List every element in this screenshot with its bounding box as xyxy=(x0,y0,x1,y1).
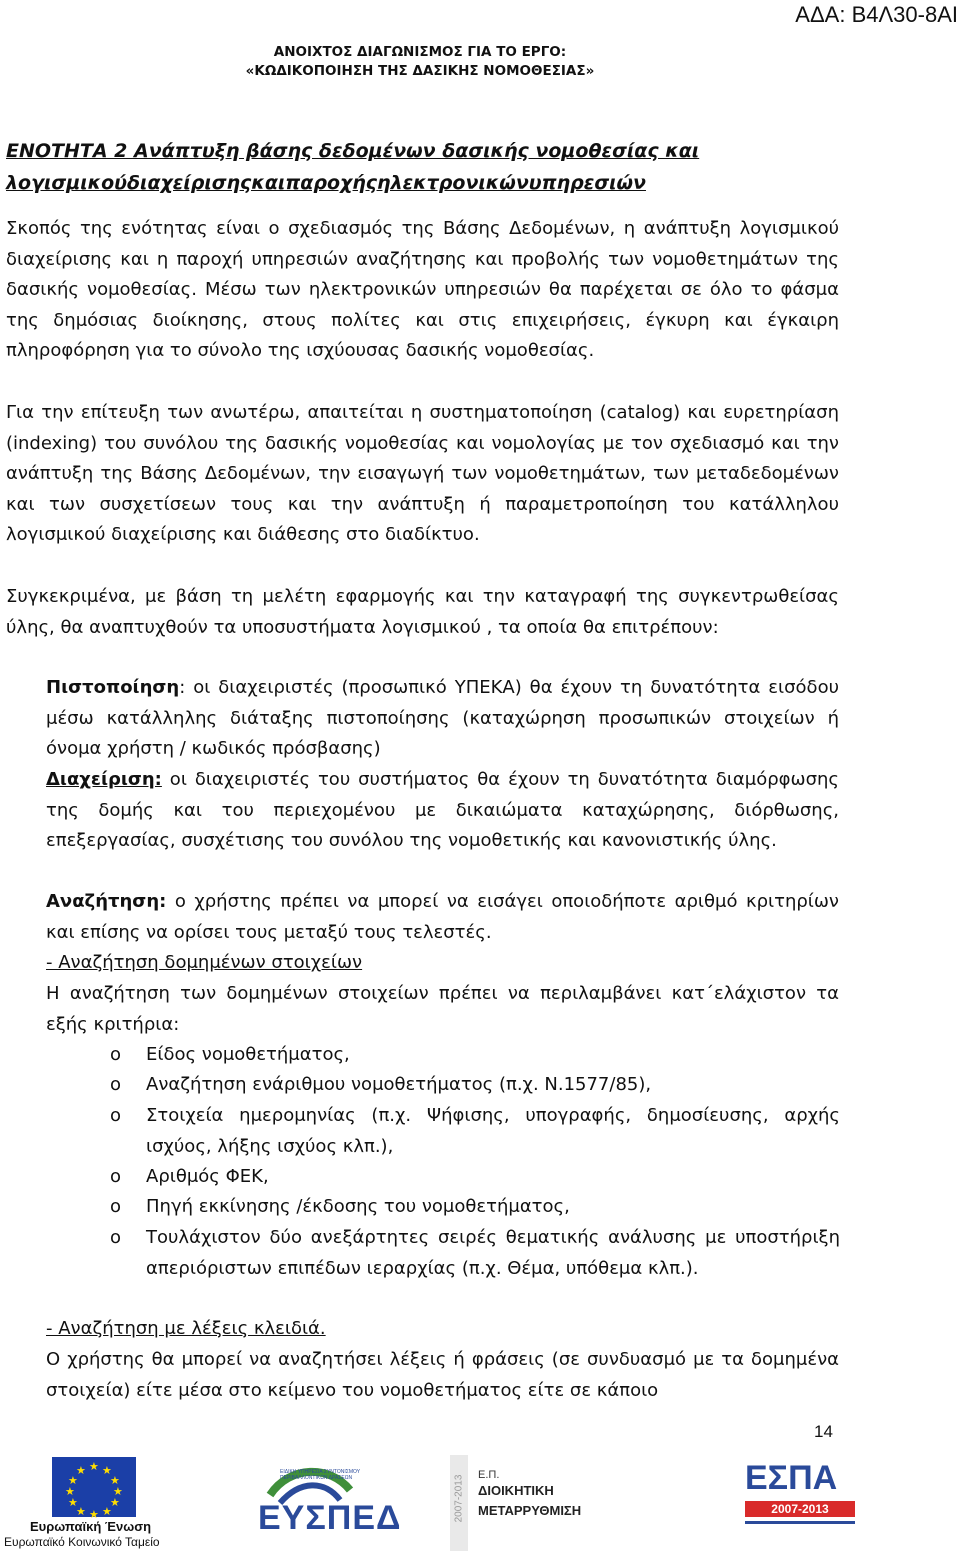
page-number: 14 xyxy=(814,1422,833,1441)
bullet-marker: o xyxy=(110,1166,122,1187)
eu-star-icon: ★ xyxy=(76,1464,86,1477)
eu-star-icon: ★ xyxy=(102,1464,112,1477)
eu-star-icon: ★ xyxy=(113,1485,123,1498)
program-name-line-1: ΔΙΟΙΚΗΤΙΚΗ xyxy=(478,1483,554,1498)
header-line-2: «ΚΩΔΙΚΟΠΟΙΗΣΗ ΤΗΣ ΔΑΣΙΚΗΣ ΝΟΜΟΘΕΣΙΑΣ» xyxy=(245,63,595,79)
authentication-text: : οι διαχειριστές (προσωπικό ΥΠΕΚΑ) θα έχουν τη δυνατότητα εισόδου μέσω κατάλληλης διάταξης πιστοποίησης (καταχώρηση προσωπικών στοιχείων ή όνομα χρήστη / κωδικός πρόσβασης) xyxy=(46,677,839,759)
eu-star-icon: ★ xyxy=(89,1460,99,1473)
eu-star-icon: ★ xyxy=(76,1505,86,1518)
ysped-subtitle: ΕΙΔΙΚΗ ΥΠΗΡΕΣΙΑ ΣΥΝΤΟΝΙΣΜΟΥ ΠΕΡΙΒΑΛΛΟΝΤΙΚΩΝ ΔΡΑΣΕΩΝ xyxy=(280,1469,360,1481)
espa-divider xyxy=(745,1521,855,1524)
ada-code: ΑΔΑ: Β4Λ30-8ΑΙ xyxy=(795,2,958,27)
bullet-marker: o xyxy=(110,1044,122,1065)
bullet-marker: o xyxy=(110,1196,122,1217)
ysped-logo xyxy=(240,1455,400,1545)
espa-logo xyxy=(745,1459,855,1545)
paragraph-search xyxy=(46,887,839,948)
section-title-line-1: ΕΝΟΤΗΤΑ 2 Ανάπτυξη βάσης δεδομένων δασικής νομοθεσίας και xyxy=(6,140,700,162)
keyword-search-heading: - Αναζήτηση με λέξεις κλειδιά. xyxy=(46,1318,326,1339)
paragraph-administration xyxy=(46,765,839,857)
list-item: Αναζήτηση ενάριθμου νομοθετήματος (π.χ. Ν.1577/85), xyxy=(146,1074,652,1095)
program-prefix: Ε.Π. xyxy=(478,1469,500,1481)
administration-label: Διαχείριση: xyxy=(46,769,162,790)
dioikitiki-metarrythmisi-logo xyxy=(450,1455,580,1551)
espa-wordmark: ΕΣΠΑ xyxy=(745,1459,838,1497)
list-item: Στοιχεία ημερομηνίας (π.χ. Ψήφισης, υπογραφής, δημοσίευσης, αρχής ισχύος, λήξης ισχύος κλπ.), xyxy=(146,1105,840,1157)
eu-star-icon: ★ xyxy=(110,1474,120,1487)
bullet-marker: o xyxy=(110,1105,122,1126)
ysped-wordmark: ΕΥΣΠΕΔ xyxy=(258,1499,402,1537)
header-line-1: ΑΝΟΙΧΤΟΣ ΔΙΑΓΩΝΙΣΜΟΣ ΓΙΑ ΤΟ ΕΡΓΟ: xyxy=(273,44,567,60)
eu-caption-line-2: Ευρωπαϊκό Κοινωνικό Ταμείο xyxy=(4,1535,160,1549)
list-item: Τουλάχιστον δύο ανεξάρτητες σειρές θεματικής ανάλυσης με υποστήριξη απεριόριστων επιπέδων ιεραρχίας (π.χ. Θέμα, υπόθεμα κλπ.). xyxy=(146,1227,840,1279)
eu-caption-line-1: Ευρωπαϊκή Ένωση xyxy=(30,1519,152,1534)
eu-star-icon: ★ xyxy=(68,1496,78,1509)
eu-star-icon: ★ xyxy=(65,1485,75,1498)
section-title xyxy=(6,135,699,199)
list-item: Είδος νομοθετήματος, xyxy=(146,1044,350,1065)
search-text: ο χρήστης πρέπει να μπορεί να εισάγει οποιοδήποτε αριθμό κριτηρίων και επίσης να ορίσει τους μεταξύ τους τελεστές. xyxy=(46,891,839,943)
paragraph-requirements: Για την επίτευξη των ανωτέρω, απαιτείται η συστηματοποίηση (catalog) και ευρετηρίαση (indexing) του συνόλου της δασικής νομοθεσίας και νομολογίας με τον σχεδιασμό και την ανάπτυξη της Βάσης Δεδομένων, την εισαγωγή των νομοθετημάτων, των μεταδεδομένων και των συσχετίσεων τους και την ανάπτυξη ή παραμετροποίηση του κατάλληλου λογισμικού διαχείρισης και διάθεσης στο διαδίκτυο. xyxy=(6,402,839,545)
authentication-label: Πιστοποίηση xyxy=(46,677,180,698)
program-years: 2007-2013 xyxy=(453,1474,465,1523)
eu-star-icon: ★ xyxy=(102,1505,112,1518)
structured-search-heading: - Αναζήτηση δομημένων στοιχείων xyxy=(46,952,363,973)
section-title-line-2: λογισμικούδιαχείρισηςκαιπαροχήςηλεκτρονικώνυπηρεσιών xyxy=(6,172,646,194)
paragraph-subsystems: Συγκεκριμένα, με βάση τη μελέτη εφαρμογής και την καταγραφή της συγκεντρωθείσας ύλης, θα αναπτυχθούν τα υποσυστήματα λογισμικού , τα οποία θα επιτρέπουν: xyxy=(6,586,839,638)
eu-star-icon: ★ xyxy=(68,1474,78,1487)
footer-logos xyxy=(0,1455,960,1551)
program-name-line-2: ΜΕΤΑΡΡΥΘΜΙΣΗ xyxy=(478,1503,582,1518)
eu-star-icon: ★ xyxy=(110,1496,120,1509)
eu-flag-logo xyxy=(52,1457,136,1521)
eu-star-icon: ★ xyxy=(89,1508,99,1521)
document-header xyxy=(0,43,840,81)
bullet-marker: o xyxy=(110,1074,122,1095)
list-item: Αριθμός ΦΕΚ, xyxy=(146,1166,269,1187)
paragraph-authentication xyxy=(46,673,839,765)
administration-text: οι διαχειριστές του συστήματος θα έχουν τη δυνατότητα διαμόρφωσης της δομής και του περιεχομένου με δικαιώματα καταχώρησης, διόρθωσης, επεξεργασίας, συσχέτισης του συνόλου της νομοθετικής και κανονιστικής ύλης. xyxy=(46,769,839,851)
structured-search-text: Η αναζήτηση των δομημένων στοιχείων πρέπει να περιλαμβάνει κατ΄ελάχιστον τα εξής κριτήρια: xyxy=(46,983,839,1035)
search-label: Αναζήτηση: xyxy=(46,891,167,912)
paragraph-purpose: Σκοπός της ενότητας είναι ο σχεδιασμός της Βάσης Δεδομένων, η ανάπτυξη λογισμικού διαχείρισης και η παροχή υπηρεσιών αναζήτησης και προβολής των νομοθετημάτων της δασικής νομοθεσίας. Μέσω των ηλεκτρονικών υπηρεσιών θα παρέχεται σε όλο το φάσμα της δημόσιας διοίκησης, στους πολίτες και στις επιχειρήσεις, έγκυρη και έγκαιρη πληροφόρηση για το σύνολο της ισχύουσας δασικής νομοθεσίας. xyxy=(6,218,839,361)
espa-years: 2007-2013 xyxy=(745,1501,855,1517)
bullet-marker: o xyxy=(110,1227,122,1248)
list-item: Πηγή εκκίνησης /έκδοσης του νομοθετήματος, xyxy=(146,1196,570,1217)
keyword-search-text: Ο χρήστης θα μπορεί να αναζητήσει λέξεις ή φράσεις (σε συνδυασμό με τα δομημένα στοιχεία) είτε μέσα στο κείμενο του νομοθετήματος είτε σε κάποιο xyxy=(46,1349,839,1401)
